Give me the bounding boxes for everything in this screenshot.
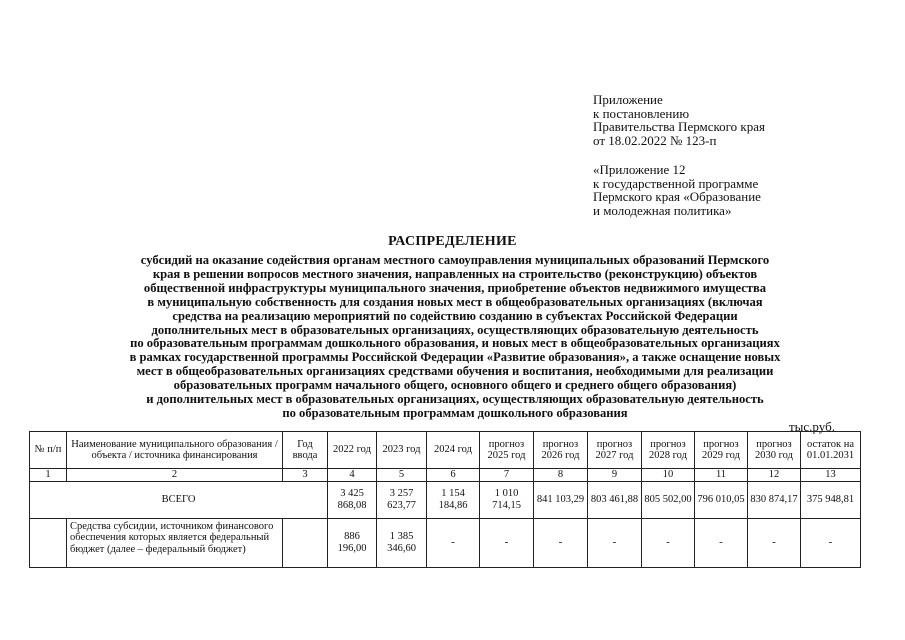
header-cell: 2024 год: [427, 432, 480, 469]
appendix-line: Правительства Пермского края: [593, 119, 765, 134]
header-cell: прогноз 2029 год: [695, 432, 748, 469]
total-value-2030: 830 874,17: [748, 481, 801, 518]
appendix-line: Приложение: [593, 92, 663, 107]
header-cell: прогноз 2030 год: [748, 432, 801, 469]
table-header-row: [30, 432, 861, 469]
federal-value-2029: -: [695, 518, 748, 567]
document-subtitle: [40, 254, 870, 421]
subtitle-line: общественной инфраструктуры муниципального значения, приобретение объектов недвижимого имущества: [143, 280, 767, 295]
subtitle-line: средства на реализацию мероприятий по содействию созданию в субъектах Российской Федерации: [172, 308, 738, 323]
column-number-cell: 10: [642, 469, 695, 482]
federal-value-2023: 1 385 346,60: [377, 518, 427, 567]
appendix-block-resolution: [593, 93, 853, 147]
appendix-line: к государственной программе: [593, 175, 759, 191]
subtitle-line: по образовательным программам дошкольного образования, и новых мест в общеобразовательных организациях: [130, 336, 780, 351]
subtitle-line: по образовательным программам дошкольного образования: [282, 405, 628, 420]
subtitle-line: дополнительных мест в образовательных организациях, осуществляющих образовательную деятельность: [151, 322, 759, 337]
appendix-line: от 18.02.2022 № 123-п: [593, 132, 717, 148]
subtitle-line: образовательных программ начального общего, основного общего и среднего общего образования): [173, 378, 737, 393]
table-row-total: [30, 481, 861, 518]
table-row-federal: [30, 518, 861, 567]
total-value-2023: 3 257 623,77: [377, 481, 427, 518]
appendix-line: «Приложение 12: [593, 162, 686, 177]
appendix-line: Пермского края «Образование: [593, 189, 761, 204]
column-number-cell: 12: [748, 469, 801, 482]
header-cell: остаток на 01.01.2031: [801, 432, 861, 469]
total-value-2025: 1 010 714,15: [480, 481, 534, 518]
column-number-cell: 8: [534, 469, 588, 482]
federal-value-2022: 886 196,00: [328, 518, 377, 567]
federal-value-2028: -: [642, 518, 695, 567]
subtitle-line: и дополнительных мест в образовательных организациях, осуществляющих образовательную деятельность: [146, 392, 764, 407]
units-label: тыс.руб.: [789, 419, 835, 434]
column-number-cell: 6: [427, 469, 480, 482]
column-number-cell: 13: [801, 469, 861, 482]
header-cell: прогноз 2028 год: [642, 432, 695, 469]
federal-value-2024: -: [427, 518, 480, 567]
column-number-cell: 7: [480, 469, 534, 482]
federal-number-cell: [30, 518, 67, 567]
column-number-row: [30, 469, 861, 482]
header-cell: 2022 год: [328, 432, 377, 469]
total-value-2029: 796 010,05: [695, 481, 748, 518]
federal-label: Средства субсидии, источником финансового обеспечения которых является федеральный бюджет (далее – федеральный бюджет): [67, 518, 283, 567]
total-value-2028: 805 502,00: [642, 481, 695, 518]
header-cell: Наименование муниципального образования / объекта / источника финансирования: [67, 432, 283, 469]
distribution-table: [29, 431, 861, 568]
federal-value-2026: -: [534, 518, 588, 567]
subtitle-line: в рамках государственной программы Российской Федерации «Развитие образования», а также оснащение новых: [129, 350, 781, 365]
header-cell: Год ввода: [283, 432, 328, 469]
column-number-cell: 11: [695, 469, 748, 482]
header-cell: прогноз 2026 год: [534, 432, 588, 469]
header-cell: № п/п: [30, 432, 67, 469]
federal-value-remainder: -: [801, 518, 861, 567]
total-value-2022: 3 425 868,08: [328, 481, 377, 518]
column-number-cell: 2: [67, 469, 283, 482]
subtitle-line: края в решении вопросов местного значения, направленных на строительство (реконструкцию) объектов: [152, 266, 758, 281]
federal-value-2027: -: [588, 518, 642, 567]
federal-year-cell: [283, 518, 328, 567]
appendix-line: к постановлению: [593, 105, 690, 121]
column-number-cell: 4: [328, 469, 377, 482]
total-value-2024: 1 154 184,86: [427, 481, 480, 518]
column-number-cell: 9: [588, 469, 642, 482]
column-number-cell: 5: [377, 469, 427, 482]
subtitle-line: субсидий на оказание содействия органам местного самоуправления муниципальных образований Пермского: [140, 253, 770, 267]
federal-value-2030: -: [748, 518, 801, 567]
appendix-line: и молодежная политика»: [593, 202, 732, 218]
total-value-2026: 841 103,29: [534, 481, 588, 518]
document-title: РАСПРЕДЕЛЕНИЕ: [388, 234, 517, 249]
subtitle-line: в муниципальную собственность для создания новых мест в общеобразовательных организациях (включая: [147, 294, 763, 309]
total-value-remainder: 375 948,81: [801, 481, 861, 518]
column-number-cell: 1: [30, 469, 67, 482]
subtitle-line: мест в общеобразовательных организациях средствами обучения и воспитания, необходимыми для реализации: [136, 364, 774, 379]
header-cell: прогноз 2027 год: [588, 432, 642, 469]
total-label: ВСЕГО: [30, 481, 328, 518]
total-value-2027: 803 461,88: [588, 481, 642, 518]
header-cell: 2023 год: [377, 432, 427, 469]
column-number-cell: 3: [283, 469, 328, 482]
federal-value-2025: -: [480, 518, 534, 567]
appendix-block-program: [593, 163, 853, 217]
header-cell: прогноз 2025 год: [480, 432, 534, 469]
